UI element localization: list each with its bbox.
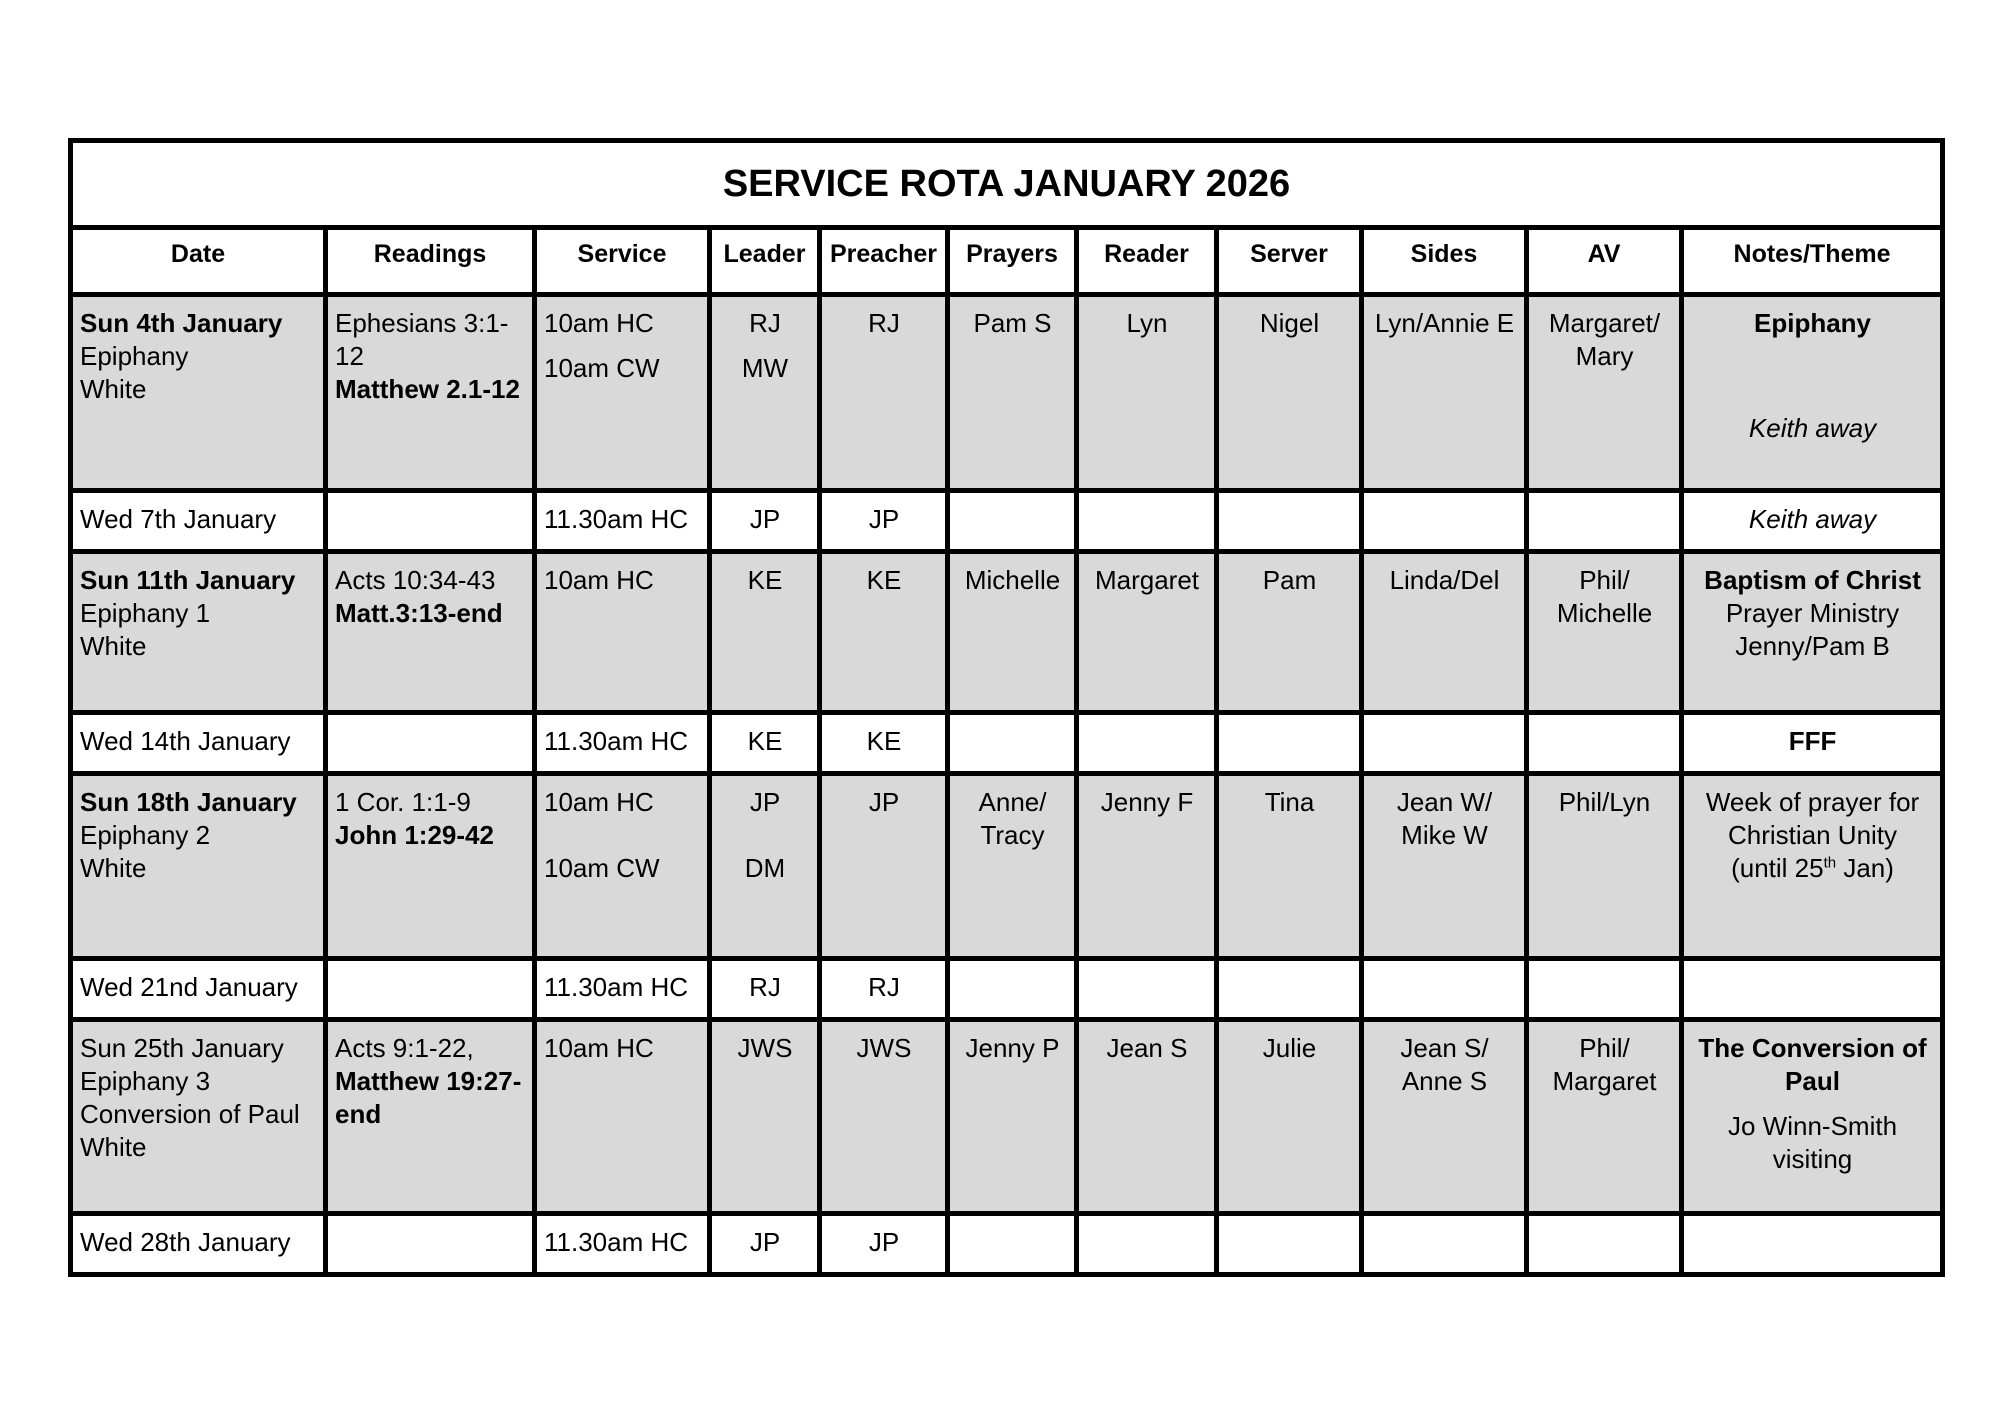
preacher-cell [820, 959, 948, 1020]
prayers-cell [948, 713, 1077, 774]
sides-cell [1362, 552, 1527, 713]
notes-cell [1682, 295, 1943, 491]
av-cell [1527, 713, 1682, 774]
reader-cell [1077, 713, 1217, 774]
service-time: 10am HC [544, 308, 654, 338]
prayers: Michelle [964, 565, 1061, 595]
preacher-cell [820, 491, 948, 552]
gospel-reading: Matthew 19:27-end [335, 1066, 522, 1129]
leader-cell [710, 295, 820, 491]
note: Jo Winn-Smith visiting [1727, 1111, 1898, 1174]
date-label: Wed 14th January [80, 726, 291, 756]
header-sides: Sides [1362, 228, 1527, 295]
service-cell [535, 295, 710, 491]
table-row [71, 295, 1943, 491]
service-cell [535, 552, 710, 713]
note-theme: FFF [1788, 726, 1837, 756]
date-cell [71, 959, 326, 1020]
service-cell [535, 713, 710, 774]
header-notes: Notes/Theme [1682, 228, 1943, 295]
service-time: 11.30am HC [544, 726, 689, 756]
leader-cell [710, 552, 820, 713]
date-season: Epiphany 1 [80, 598, 211, 628]
preacher: JWS [856, 1033, 912, 1063]
header-service: Service [535, 228, 710, 295]
page-title: SERVICE ROTA JANUARY 2026 [71, 141, 1943, 228]
reader-cell [1077, 552, 1217, 713]
header-prayers: Prayers [948, 228, 1077, 295]
reader-cell [1077, 959, 1217, 1020]
date-cell [71, 774, 326, 959]
reader-cell [1077, 295, 1217, 491]
date-cell [71, 1020, 326, 1214]
server-cell [1217, 1020, 1362, 1214]
header-readings: Readings [326, 228, 535, 295]
leader: DM [744, 853, 786, 883]
service-rota-table [68, 138, 1945, 1277]
notes-cell [1682, 959, 1943, 1020]
reader: Lyn [1126, 308, 1168, 338]
leader-cell [710, 959, 820, 1020]
sides: Lyn/Annie E [1374, 308, 1515, 338]
date-label: Wed 21nd January [80, 972, 298, 1002]
preacher-cell [820, 1020, 948, 1214]
prayers-cell [948, 552, 1077, 713]
note: Keith away [1748, 413, 1877, 443]
readings-cell [326, 552, 535, 713]
server: Julie [1262, 1033, 1317, 1063]
preacher: KE [866, 726, 902, 756]
note-theme: The Conversion of Paul [1698, 1033, 1927, 1096]
date-season: Epiphany 2 [80, 820, 211, 850]
server-cell [1217, 295, 1362, 491]
notes-cell [1682, 774, 1943, 959]
header-leader: Leader [710, 228, 820, 295]
prayers-cell [948, 959, 1077, 1020]
date-colour: White [80, 853, 147, 883]
service-cell [535, 1020, 710, 1214]
leader: RJ [749, 972, 781, 1002]
notes-cell [1682, 552, 1943, 713]
service-time: 10am HC [544, 1033, 654, 1063]
av: Phil/ Michelle [1556, 565, 1653, 628]
leader: RJ [749, 308, 781, 338]
service-time: 11.30am HC [544, 504, 689, 534]
date-colour: White [80, 1132, 147, 1162]
date-label: Sun 11th January [80, 565, 296, 595]
preacher-cell [820, 713, 948, 774]
note: Week of prayer for Christian Unity [1705, 787, 1920, 850]
reading: Acts 10:34-43 [335, 565, 496, 595]
date-cell [71, 295, 326, 491]
notes-cell [1682, 1214, 1943, 1275]
server-cell [1217, 959, 1362, 1020]
readings-cell [326, 1214, 535, 1275]
prayers-cell [948, 295, 1077, 491]
gospel-reading: Matt.3:13-end [335, 598, 503, 628]
prayers-cell [948, 1020, 1077, 1214]
server: Tina [1264, 787, 1315, 817]
service-time: 11.30am HC [544, 972, 689, 1002]
date-colour: White [80, 374, 147, 404]
service-time: 10am HC [544, 565, 654, 595]
header-preacher: Preacher [820, 228, 948, 295]
prayers: Pam S [973, 308, 1052, 338]
server: Pam [1262, 565, 1317, 595]
header-server: Server [1217, 228, 1362, 295]
header-row [71, 228, 1943, 295]
date-season: Epiphany 3 [80, 1066, 211, 1096]
preacher-cell [820, 552, 948, 713]
sides-cell [1362, 774, 1527, 959]
reading: Ephesians 3:1-12 [335, 308, 509, 371]
table-row [71, 491, 1943, 552]
av-cell [1527, 1214, 1682, 1275]
prayers-cell [948, 1214, 1077, 1275]
date-colour: White [80, 631, 147, 661]
readings-cell [326, 959, 535, 1020]
leader-cell [710, 1214, 820, 1275]
server-cell [1217, 774, 1362, 959]
date-cell [71, 1214, 326, 1275]
note: Keith away [1748, 504, 1877, 534]
header-av: AV [1527, 228, 1682, 295]
note: Prayer Ministry [1725, 598, 1900, 628]
server-cell [1217, 1214, 1362, 1275]
note-dates: (until 25th Jan) [1731, 853, 1894, 883]
av-cell [1527, 552, 1682, 713]
leader: JP [749, 1227, 781, 1257]
leader-cell [710, 774, 820, 959]
service-time: 10am CW [544, 353, 660, 383]
sides: Jean S/ Anne S [1400, 1033, 1489, 1096]
sides: Linda/Del [1389, 565, 1500, 595]
date-feast: Conversion of Paul [80, 1099, 300, 1129]
preacher-cell [820, 295, 948, 491]
av-cell [1527, 774, 1682, 959]
prayers: Anne/ Tracy [978, 787, 1047, 850]
date-cell [71, 552, 326, 713]
service-time: 10am CW [544, 853, 660, 883]
leader: JP [749, 504, 781, 534]
reader: Margaret [1094, 565, 1200, 595]
leader-cell [710, 1020, 820, 1214]
date-label: Wed 7th January [80, 504, 277, 534]
note-theme: Epiphany [1754, 308, 1872, 338]
reader: Jenny F [1100, 787, 1194, 817]
service-cell [535, 491, 710, 552]
preacher: KE [866, 565, 902, 595]
readings-cell [326, 1020, 535, 1214]
av-cell [1527, 959, 1682, 1020]
av: Phil/ Margaret [1552, 1033, 1657, 1096]
readings-cell [326, 491, 535, 552]
preacher: JP [868, 787, 900, 817]
reader-cell [1077, 491, 1217, 552]
reader-cell [1077, 774, 1217, 959]
sides: Jean W/ Mike W [1396, 787, 1493, 850]
readings-cell [326, 295, 535, 491]
note: Jenny/Pam B [1735, 631, 1890, 661]
header-date: Date [71, 228, 326, 295]
prayers-cell [948, 774, 1077, 959]
note-theme: Baptism of Christ [1704, 565, 1921, 595]
table-row [71, 774, 1943, 959]
gospel-reading: Matthew 2.1-12 [335, 374, 520, 404]
server-cell [1217, 713, 1362, 774]
preacher: JP [868, 504, 900, 534]
preacher-cell [820, 774, 948, 959]
service-time: 10am HC [544, 787, 654, 817]
server-cell [1217, 491, 1362, 552]
date-label: Sun 25th January [80, 1033, 284, 1063]
server-cell [1217, 552, 1362, 713]
sides-cell [1362, 959, 1527, 1020]
preacher: JP [868, 1227, 900, 1257]
gospel-reading: John 1:29-42 [335, 820, 494, 850]
header-reader: Reader [1077, 228, 1217, 295]
service-cell [535, 1214, 710, 1275]
leader: MW [741, 353, 789, 383]
preacher: RJ [868, 308, 900, 338]
sides-cell [1362, 1020, 1527, 1214]
notes-cell [1682, 491, 1943, 552]
date-label: Wed 28th January [80, 1227, 291, 1257]
leader: KE [747, 726, 783, 756]
server: Nigel [1259, 308, 1320, 338]
leader: KE [747, 565, 783, 595]
date-label: Sun 4th January [80, 308, 283, 338]
readings-cell [326, 774, 535, 959]
av: Margaret/ Mary [1548, 308, 1661, 371]
notes-cell [1682, 713, 1943, 774]
sides-cell [1362, 295, 1527, 491]
table-row [71, 552, 1943, 713]
date-label: Sun 18th January [80, 787, 297, 817]
av-cell [1527, 295, 1682, 491]
sides-cell [1362, 491, 1527, 552]
av-cell [1527, 1020, 1682, 1214]
notes-cell [1682, 1020, 1943, 1214]
sides-cell [1362, 713, 1527, 774]
table-row [71, 959, 1943, 1020]
preacher: RJ [868, 972, 900, 1002]
leader: JP [749, 787, 781, 817]
leader-cell [710, 491, 820, 552]
av: Phil/Lyn [1558, 787, 1651, 817]
sides-cell [1362, 1214, 1527, 1275]
table-row [71, 713, 1943, 774]
table-row [71, 1020, 1943, 1214]
service-cell [535, 959, 710, 1020]
av-cell [1527, 491, 1682, 552]
leader-cell [710, 713, 820, 774]
reading: Acts 9:1-22, [335, 1033, 474, 1063]
service-time: 11.30am HC [544, 1227, 689, 1257]
preacher-cell [820, 1214, 948, 1275]
service-cell [535, 774, 710, 959]
leader: JWS [737, 1033, 793, 1063]
reader: Jean S [1106, 1033, 1188, 1063]
date-season: Epiphany [80, 341, 189, 371]
table-row [71, 1214, 1943, 1275]
prayers: Jenny P [965, 1033, 1060, 1063]
reader-cell [1077, 1020, 1217, 1214]
prayers-cell [948, 491, 1077, 552]
reader-cell [1077, 1214, 1217, 1275]
date-cell [71, 491, 326, 552]
date-cell [71, 713, 326, 774]
reading: 1 Cor. 1:1-9 [335, 787, 471, 817]
readings-cell [326, 713, 535, 774]
